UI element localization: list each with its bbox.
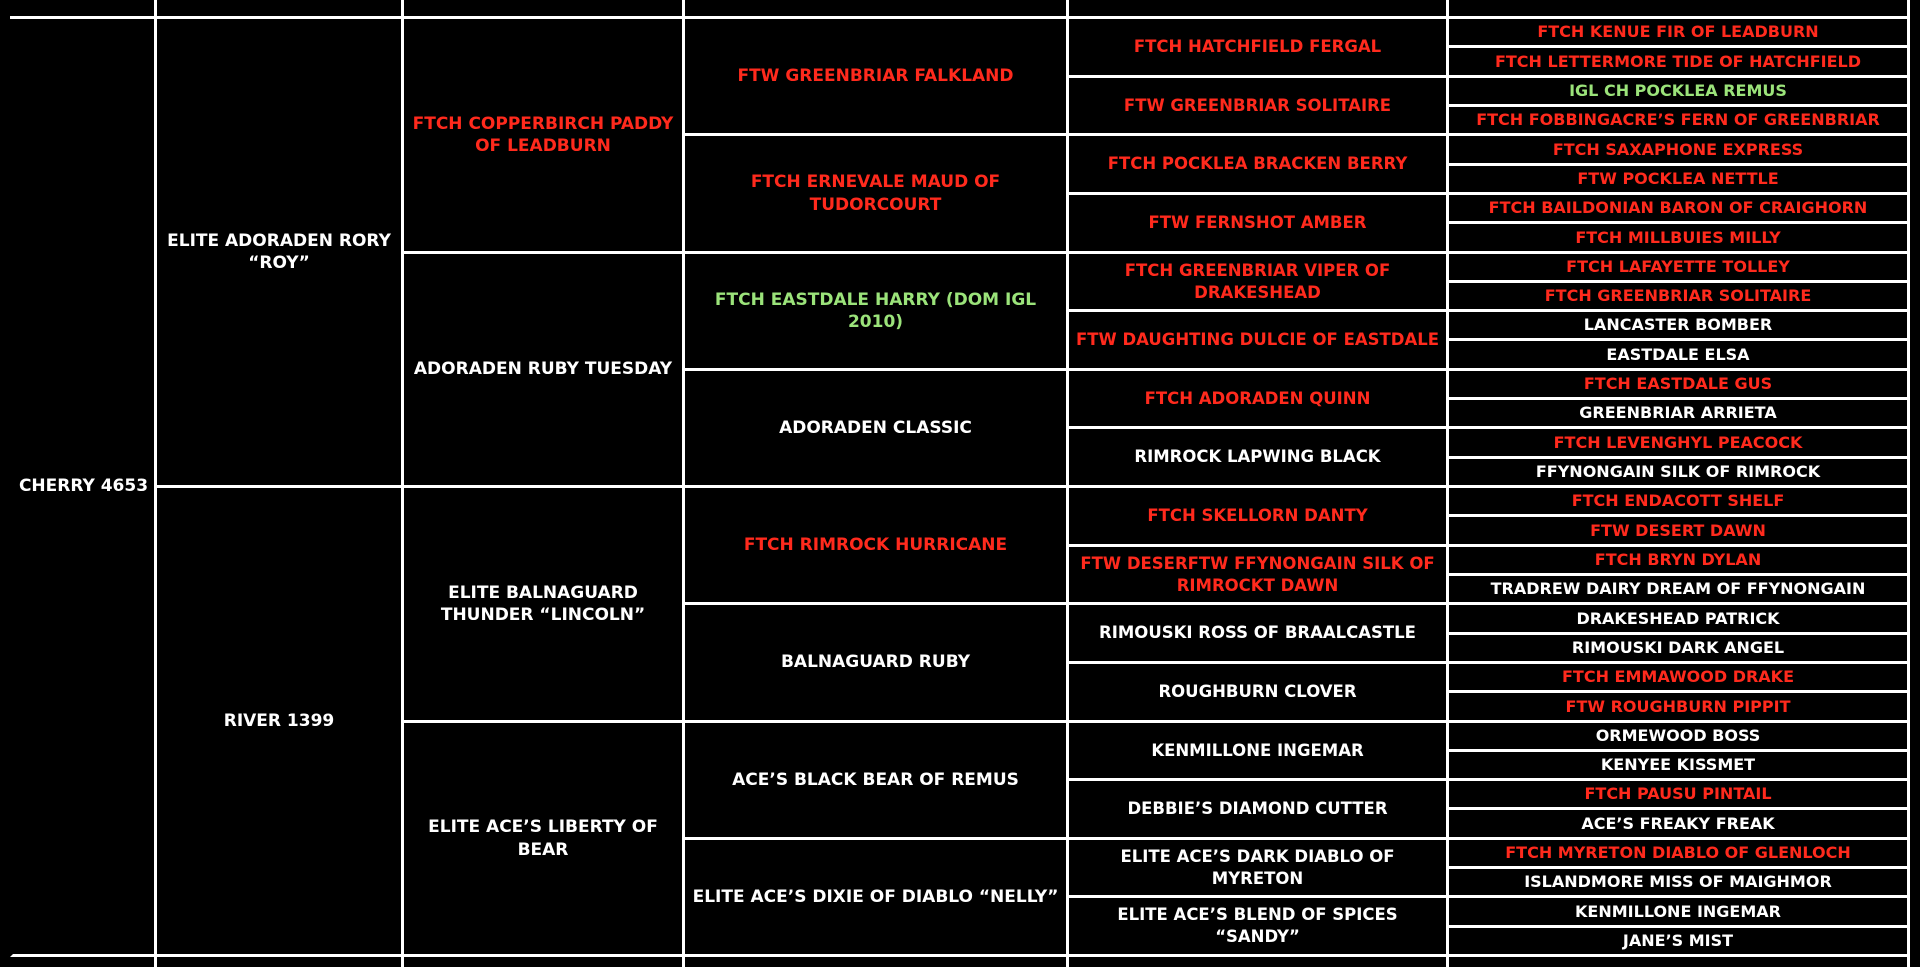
pedigree-cell-gen6-ancestor: [1449, 488, 1910, 517]
pedigree-cell-gen6-ancestor: [1449, 429, 1910, 459]
pedigree-cell-gen5-ancestor: [1069, 429, 1449, 488]
pedigree-cell-gen5-ancestor: [1069, 547, 1449, 605]
pedigree-name: ELITE ACE’S LIBERTY OF BEAR: [428, 817, 658, 860]
pedigree-cell-gen5-ancestor: [1069, 19, 1449, 78]
pedigree-cell-gen6-ancestor: [1449, 400, 1910, 429]
top-edge-col-3: [404, 0, 685, 19]
pedigree-name: RIMROCK LAPWING BLACK: [1134, 447, 1381, 467]
pedigree-cell-gen6-ancestor: [1449, 635, 1910, 664]
top-edge-col-6: [1449, 0, 1910, 19]
pedigree-cell-grandparent: [404, 723, 685, 957]
pedigree-name: FTCH SKELLORN DANTY: [1147, 506, 1368, 526]
pedigree-cell-great-grandparent: [685, 136, 1069, 254]
pedigree-name: FTW FERNSHOT AMBER: [1148, 213, 1367, 233]
pedigree-cell-grandparent: [404, 254, 685, 488]
pedigree-name: LANCASTER BOMBER: [1583, 315, 1773, 335]
pedigree-name: RIVER 1399: [223, 710, 335, 731]
pedigree-name: DEBBIE’S DIAMOND CUTTER: [1127, 799, 1388, 819]
pedigree-name: FTCH GREENBRIAR SOLITAIRE: [1544, 286, 1812, 306]
pedigree-name: ELITE BALNAGUARD THUNDER “LINCOLN”: [440, 582, 646, 625]
pedigree-cell-gen6-ancestor: [1449, 371, 1910, 400]
pedigree-cell-gen6-ancestor: [1449, 341, 1910, 371]
pedigree-cell-grandparent: [404, 488, 685, 723]
pedigree-name: ELITE ACE’S DIXIE OF DIABLO “NELLY”: [692, 886, 1059, 907]
pedigree-name: FTCH EASTDALE HARRY (DOM IGL 2010): [714, 289, 1037, 332]
pedigree-cell-gen6-ancestor: [1449, 459, 1910, 488]
pedigree-name: KENMILLONE INGEMAR: [1575, 901, 1781, 921]
top-edge-col-1: [10, 0, 157, 19]
pedigree-name: ADORADEN CLASSIC: [779, 417, 972, 438]
pedigree-cell-subject: [10, 19, 157, 957]
pedigree-cell-gen6-ancestor: [1449, 576, 1910, 605]
pedigree-name: EASTDALE ELSA: [1606, 344, 1750, 364]
pedigree-cell-gen5-ancestor: [1069, 312, 1449, 371]
pedigree-cell-great-grandparent: [685, 254, 1069, 371]
pedigree-name: BALNAGUARD RUBY: [780, 652, 971, 673]
pedigree-cell-great-grandparent: [685, 723, 1069, 840]
pedigree-cell-gen6-ancestor: [1449, 869, 1910, 898]
pedigree-name: FTCH ADORADEN QUINN: [1144, 388, 1371, 408]
pedigree-name: FTCH FOBBINGACRE’S FERN OF GREENBRIAR: [1476, 110, 1880, 130]
pedigree-cell-gen6-ancestor: [1449, 752, 1910, 781]
pedigree-name: FTCH EASTDALE GUS: [1583, 374, 1773, 394]
pedigree-cell-gen5-ancestor: [1069, 781, 1449, 840]
pedigree-cell-gen5-ancestor: [1069, 78, 1449, 136]
pedigree-cell-gen5-ancestor: [1069, 840, 1449, 898]
pedigree-cell-gen5-ancestor: [1069, 195, 1449, 254]
pedigree-cell-gen6-ancestor: [1449, 723, 1910, 752]
pedigree-name: FTW POCKLEA NETTLE: [1577, 169, 1779, 189]
pedigree-name: FTCH PAUSU PINTAIL: [1584, 784, 1772, 804]
pedigree-name: KENYEE KISSMET: [1600, 755, 1756, 775]
pedigree-name: FTCH LETTERMORE TIDE OF HATCHFIELD: [1494, 51, 1862, 71]
pedigree-name: FTCH MYRETON DIABLO OF GLENLOCH: [1505, 843, 1851, 863]
pedigree-cell-gen6-ancestor: [1449, 517, 1910, 547]
pedigree-cell-gen6-ancestor: [1449, 693, 1910, 723]
pedigree-cell-gen6-ancestor: [1449, 605, 1910, 635]
pedigree-cell-gen5-ancestor: [1069, 723, 1449, 781]
pedigree-cell-gen6-ancestor: [1449, 664, 1910, 693]
pedigree-cell-gen6-ancestor: [1449, 547, 1910, 576]
pedigree-name: FTW DAUGHTING DULCIE OF EASTDALE: [1075, 330, 1440, 350]
pedigree-name: ELITE ADORADEN RORY “ROY”: [167, 230, 391, 273]
pedigree-cell-great-grandparent: [685, 605, 1069, 723]
pedigree-cell-gen5-ancestor: [1069, 488, 1449, 547]
pedigree-name: FTCH BAILDONIAN BARON OF CRAIGHORN: [1488, 198, 1868, 218]
pedigree-cell-gen5-ancestor: [1069, 371, 1449, 429]
pedigree-name: FTCH GREENBRIAR VIPER OF DRAKESHEAD: [1124, 260, 1391, 302]
pedigree-name: ACE’S BLACK BEAR OF REMUS: [732, 769, 1019, 790]
pedigree-cell-gen6-ancestor: [1449, 283, 1910, 312]
pedigree-name: KENMILLONE INGEMAR: [1151, 740, 1364, 760]
pedigree-name: IGL CH POCKLEA REMUS: [1569, 81, 1787, 101]
pedigree-name: FTW DESERT DAWN: [1590, 520, 1766, 540]
pedigree-cell-gen6-ancestor: [1449, 840, 1910, 869]
pedigree-name: ISLANDMORE MISS OF MAIGHMOR: [1524, 872, 1832, 892]
pedigree-cell-gen6-ancestor: [1449, 48, 1910, 78]
pedigree-name: FTCH LAFAYETTE TOLLEY: [1566, 257, 1790, 277]
pedigree-cell-sire-dam: [157, 19, 404, 488]
pedigree-name: FTCH MILLBUIES MILLY: [1575, 227, 1781, 247]
pedigree-name: DRAKESHEAD PATRICK: [1576, 608, 1780, 628]
pedigree-name: FTCH ENDACOTT SHELF: [1571, 491, 1785, 511]
pedigree-cell-gen6-ancestor: [1449, 254, 1910, 283]
pedigree-name: CHERRY 4653: [18, 476, 149, 497]
pedigree-cell-great-grandparent: [685, 488, 1069, 605]
pedigree-name: FTCH ERNEVALE MAUD OF TUDORCOURT: [750, 172, 1001, 215]
pedigree-name: TRADREW DAIRY DREAM OF FFYNONGAIN: [1490, 579, 1866, 599]
pedigree-name: ELITE ACE’S DARK DIABLO OF MYRETON: [1120, 846, 1395, 888]
pedigree-name: FTCH LEVENGHYL PEACOCK: [1553, 432, 1803, 452]
pedigree-cell-gen6-ancestor: [1449, 224, 1910, 254]
pedigree-name: FTCH COPPERBIRCH PADDY OF LEADBURN: [412, 113, 674, 156]
top-edge-col-4: [685, 0, 1069, 19]
pedigree-cell-gen5-ancestor: [1069, 254, 1449, 312]
pedigree-cell-gen6-ancestor: [1449, 781, 1910, 810]
pedigree-name: FTCH BRYN DYLAN: [1594, 550, 1762, 570]
pedigree-cell-great-grandparent: [685, 840, 1069, 957]
pedigree-name: JANE’S MIST: [1622, 931, 1734, 951]
pedigree-name: FTW DESERFTW FFYNONGAIN SILK OF RIMROCKT DAWN: [1080, 553, 1435, 595]
pedigree-cell-gen5-ancestor: [1069, 664, 1449, 723]
pedigree-cell-grandparent: [404, 19, 685, 254]
pedigree-name: RIMOUSKI ROSS OF BRAALCASTLE: [1099, 623, 1416, 643]
pedigree-name: GREENBRIAR ARRIETA: [1579, 403, 1777, 423]
pedigree-name: FTCH KENUE FIR OF LEADBURN: [1537, 22, 1819, 42]
pedigree-name: ORMEWOOD BOSS: [1595, 726, 1761, 746]
pedigree-cell-gen6-ancestor: [1449, 136, 1910, 166]
pedigree-cell-gen6-ancestor: [1449, 166, 1910, 195]
pedigree-cell-gen6-ancestor: [1449, 78, 1910, 107]
pedigree-name: FTW GREENBRIAR FALKLAND: [737, 65, 1014, 86]
pedigree-name: ELITE ACE’S BLEND OF SPICES “SANDY”: [1117, 905, 1398, 946]
pedigree-cell-gen5-ancestor: [1069, 136, 1449, 195]
pedigree-name: RIMOUSKI DARK ANGEL: [1571, 638, 1785, 658]
pedigree-name: FTCH SAXAPHONE EXPRESS: [1552, 139, 1804, 159]
pedigree-name: FTW ROUGHBURN PIPPIT: [1565, 696, 1791, 716]
pedigree-name: FTCH EMMAWOOD DRAKE: [1562, 667, 1794, 687]
pedigree-cell-great-grandparent: [685, 371, 1069, 488]
pedigree-name: FFYNONGAIN SILK OF RIMROCK: [1535, 462, 1821, 482]
pedigree-cell-gen6-ancestor: [1449, 898, 1910, 928]
pedigree-cell-gen5-ancestor: [1069, 898, 1449, 957]
pedigree-cell-gen6-ancestor: [1449, 107, 1910, 136]
pedigree-cell-gen6-ancestor: [1449, 19, 1910, 48]
pedigree-name: FTCH POCKLEA BRACKEN BERRY: [1107, 154, 1408, 174]
pedigree-cell-gen6-ancestor: [1449, 195, 1910, 224]
pedigree-cell-sire-dam: [157, 488, 404, 957]
pedigree-name: FTCH RIMROCK HURRICANE: [743, 534, 1008, 555]
pedigree-name: ROUGHBURN CLOVER: [1158, 682, 1357, 702]
pedigree-cell-gen5-ancestor: [1069, 605, 1449, 664]
top-edge-col-5: [1069, 0, 1449, 19]
pedigree-name: ACE’S FREAKY FREAK: [1581, 813, 1775, 833]
pedigree-cell-gen6-ancestor: [1449, 928, 1910, 957]
pedigree-name: FTCH HATCHFIELD FERGAL: [1133, 37, 1382, 57]
pedigree-cell-gen6-ancestor: [1449, 312, 1910, 341]
pedigree-name: FTW GREENBRIAR SOLITAIRE: [1123, 95, 1392, 115]
top-edge-col-2: [157, 0, 404, 19]
pedigree-cell-great-grandparent: [685, 19, 1069, 136]
pedigree-name: ADORADEN RUBY TUESDAY: [413, 359, 673, 380]
pedigree-cell-gen6-ancestor: [1449, 810, 1910, 840]
